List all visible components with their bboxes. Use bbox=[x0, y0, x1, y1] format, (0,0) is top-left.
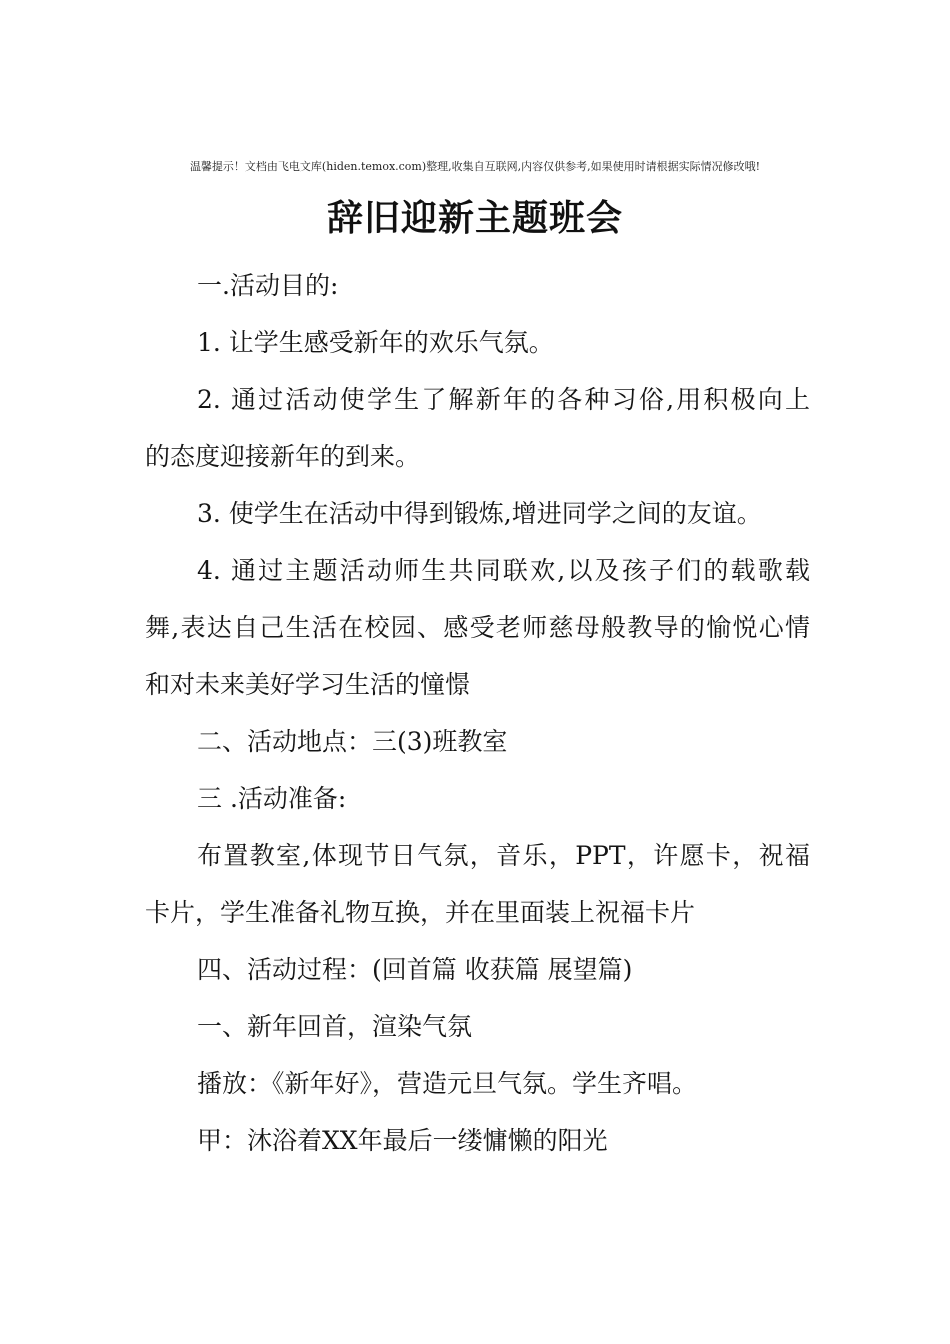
purpose-item-1: 1. 让学生感受新年的欢乐气氛。 bbox=[197, 328, 554, 357]
purpose-item-2-cont: 的态度迎接新年的到来。 bbox=[145, 442, 421, 471]
section-heading-process: 四、活动过程：(回首篇 收获篇 展望篇) bbox=[197, 955, 633, 984]
purpose-item-2: 2. 通过活动使学生了解新年的各种习俗,用积极向上 bbox=[197, 385, 810, 414]
preparation-text-cont: 卡片，学生准备礼物互换，并在里面装上祝福卡片 bbox=[145, 898, 696, 927]
section-heading-location: 二、活动地点：三(3)班教室 bbox=[197, 727, 508, 756]
process-part-1-heading: 一、新年回首，渲染气氛 bbox=[197, 1012, 473, 1041]
purpose-item-4-cont-2: 和对未来美好学习生活的憧憬 bbox=[145, 670, 471, 699]
purpose-item-4: 4. 通过主题活动师生共同联欢,以及孩子们的载歌载 bbox=[197, 556, 810, 585]
source-notice: 温馨提示！文档由飞电文库(hiden.temox.com)整理,收集自互联网,内容仅供参考,如果使用时请根据实际情况修改哦! bbox=[189, 160, 761, 173]
process-play-song: 播放：《新年好》，营造元旦气氛。学生齐唱。 bbox=[197, 1069, 698, 1098]
preparation-text: 布置教室,体现节日气氛，音乐，PPT，许愿卡，祝福 bbox=[197, 841, 810, 870]
section-heading-preparation: 三 .活动准备: bbox=[197, 784, 347, 813]
purpose-item-3: 3. 使学生在活动中得到锻炼,增进同学之间的友谊。 bbox=[197, 499, 762, 528]
document-title: 辞旧迎新主题班会 bbox=[326, 197, 623, 239]
process-dialogue-1: 甲：沐浴着XX年最后一缕慵懒的阳光 bbox=[197, 1126, 608, 1155]
section-heading-purpose: 一.活动目的: bbox=[197, 271, 339, 300]
purpose-item-4-cont-1: 舞,表达自己生活在校园、感受老师慈母般教导的愉悦心情 bbox=[145, 613, 810, 642]
